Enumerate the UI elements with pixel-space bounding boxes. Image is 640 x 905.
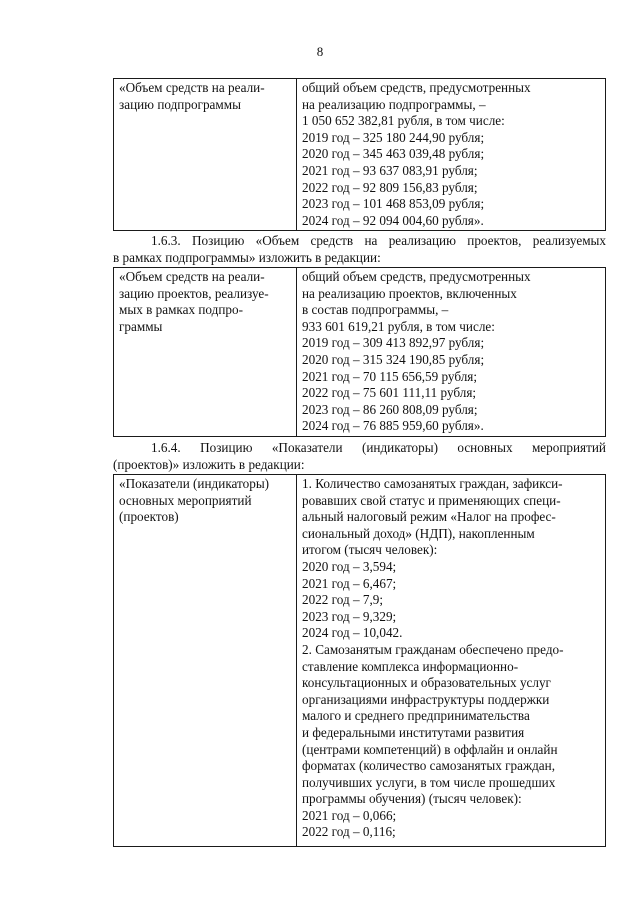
cell-line: «Объем средств на реали-: [119, 269, 265, 284]
cell-line: 2023 год – 86 260 808,09 рубля;: [302, 401, 478, 417]
cell-line: 2021 год – 70 115 656,59 рубля;: [302, 368, 478, 384]
cell-line: зацию проектов, реализуе-: [119, 285, 269, 301]
cell-line: программы обучения) (тысяч человек):: [302, 791, 522, 807]
paragraph-line: 1.6.4. Позицию «Показатели (индикаторы) основных мероприятий: [151, 440, 606, 455]
cell-line: граммы: [119, 318, 163, 334]
cell-line: 2019 год – 309 413 892,97 рубля;: [302, 335, 485, 351]
column-divider: [296, 475, 297, 846]
cell-line: 933 601 619,21 рубля, в том числе:: [302, 318, 495, 334]
cell-line: 2019 год – 325 180 244,90 рубля;: [302, 129, 485, 145]
cell-line: ровавших свой статус и применяющих специ-: [302, 492, 561, 508]
cell-line: 2022 год – 0,116;: [302, 824, 396, 840]
cell-line: «Объем средств на реали-: [119, 80, 265, 95]
position-name-cell: [119, 476, 291, 526]
paragraph-line: в рамках подпрограммы» изложить в редакции:: [113, 249, 381, 265]
paragraph-line: 1.6.3. Позицию «Объем средств на реализацию проектов, реализуемых: [151, 233, 606, 248]
cell-line: ставление комплекса информационно-: [302, 658, 519, 674]
cell-line: сиональный доход» (НДП), накопленным: [302, 525, 535, 541]
position-value-cell: [302, 269, 602, 435]
cell-line: на реализацию подпрограммы, –: [302, 96, 486, 112]
column-divider: [296, 79, 297, 230]
position-name-cell: [119, 269, 291, 335]
column-divider: [296, 268, 297, 436]
cell-line: основных мероприятий: [119, 492, 252, 508]
cell-line: организациями инфраструктуры поддержки: [302, 691, 550, 707]
subprogram-funding-table: [113, 78, 606, 231]
cell-line: 2021 год – 93 637 083,91 рубля;: [302, 162, 478, 178]
paragraph-1-6-3: [113, 233, 606, 266]
cell-line: 2023 год – 9,329;: [302, 608, 397, 624]
cell-line: 2021 год – 6,467;: [302, 575, 397, 591]
cell-line: малого и среднего предпринимательства: [302, 708, 530, 724]
cell-line: 2024 год – 92 094 004,60 рубля».: [302, 212, 484, 228]
cell-line: в состав подпрограммы, –: [302, 302, 449, 318]
cell-line: (центрами компетенций) в оффлайн и онлайн: [302, 741, 558, 757]
cell-line: 2020 год – 3,594;: [302, 558, 397, 574]
projects-funding-table: [113, 267, 606, 437]
cell-line: альный налоговый режим «Налог на профес-: [302, 509, 556, 525]
position-value-cell: [302, 80, 602, 229]
page-number: 8: [316, 44, 324, 59]
cell-line: 2022 год – 7,9;: [302, 592, 384, 608]
cell-line: итогом (тысяч человек):: [302, 542, 438, 558]
cell-line: 2021 год – 0,066;: [302, 807, 397, 823]
cell-line: на реализацию проектов, включенных: [302, 285, 517, 301]
cell-line: общий объем средств, предусмотренных: [302, 80, 531, 95]
cell-line: получивших услуги, в том числе прошедших: [302, 774, 556, 790]
cell-line: (проектов): [119, 509, 179, 525]
cell-line: 2022 год – 92 809 156,83 рубля;: [302, 179, 478, 195]
cell-line: «Показатели (индикаторы): [119, 476, 270, 491]
indicators-table: [113, 474, 606, 847]
cell-line: форматах (количество самозанятых граждан,: [302, 758, 556, 774]
cell-line: консультационных и образовательных услуг: [302, 675, 551, 691]
position-value-cell: [302, 476, 602, 841]
cell-line: 2. Самозанятым гражданам обеспечено предо-: [302, 641, 564, 657]
cell-line: 1 050 652 382,81 рубля, в том числе:: [302, 113, 505, 129]
cell-line: 2020 год – 345 463 039,48 рубля;: [302, 146, 485, 162]
cell-line: 2022 год – 75 601 111,11 рубля;: [302, 385, 477, 401]
cell-line: 2024 год – 76 885 959,60 рубля».: [302, 418, 484, 434]
position-name-cell: [119, 80, 291, 113]
cell-line: 2024 год – 10,042.: [302, 625, 403, 641]
cell-line: 2020 год – 315 324 190,85 рубля;: [302, 351, 485, 367]
cell-line: 1. Количество самозанятых граждан, зафикси-: [302, 476, 563, 491]
cell-line: мых в рамках подпро-: [119, 302, 243, 318]
paragraph-line: (проектов)» изложить в редакции:: [113, 456, 305, 472]
cell-line: общий объем средств, предусмотренных: [302, 269, 531, 284]
cell-line: и федеральными институтами развития: [302, 724, 525, 740]
cell-line: зацию подпрограммы: [119, 96, 241, 112]
cell-line: 2023 год – 101 468 853,09 рубля;: [302, 196, 485, 212]
paragraph-1-6-4: [113, 440, 606, 473]
